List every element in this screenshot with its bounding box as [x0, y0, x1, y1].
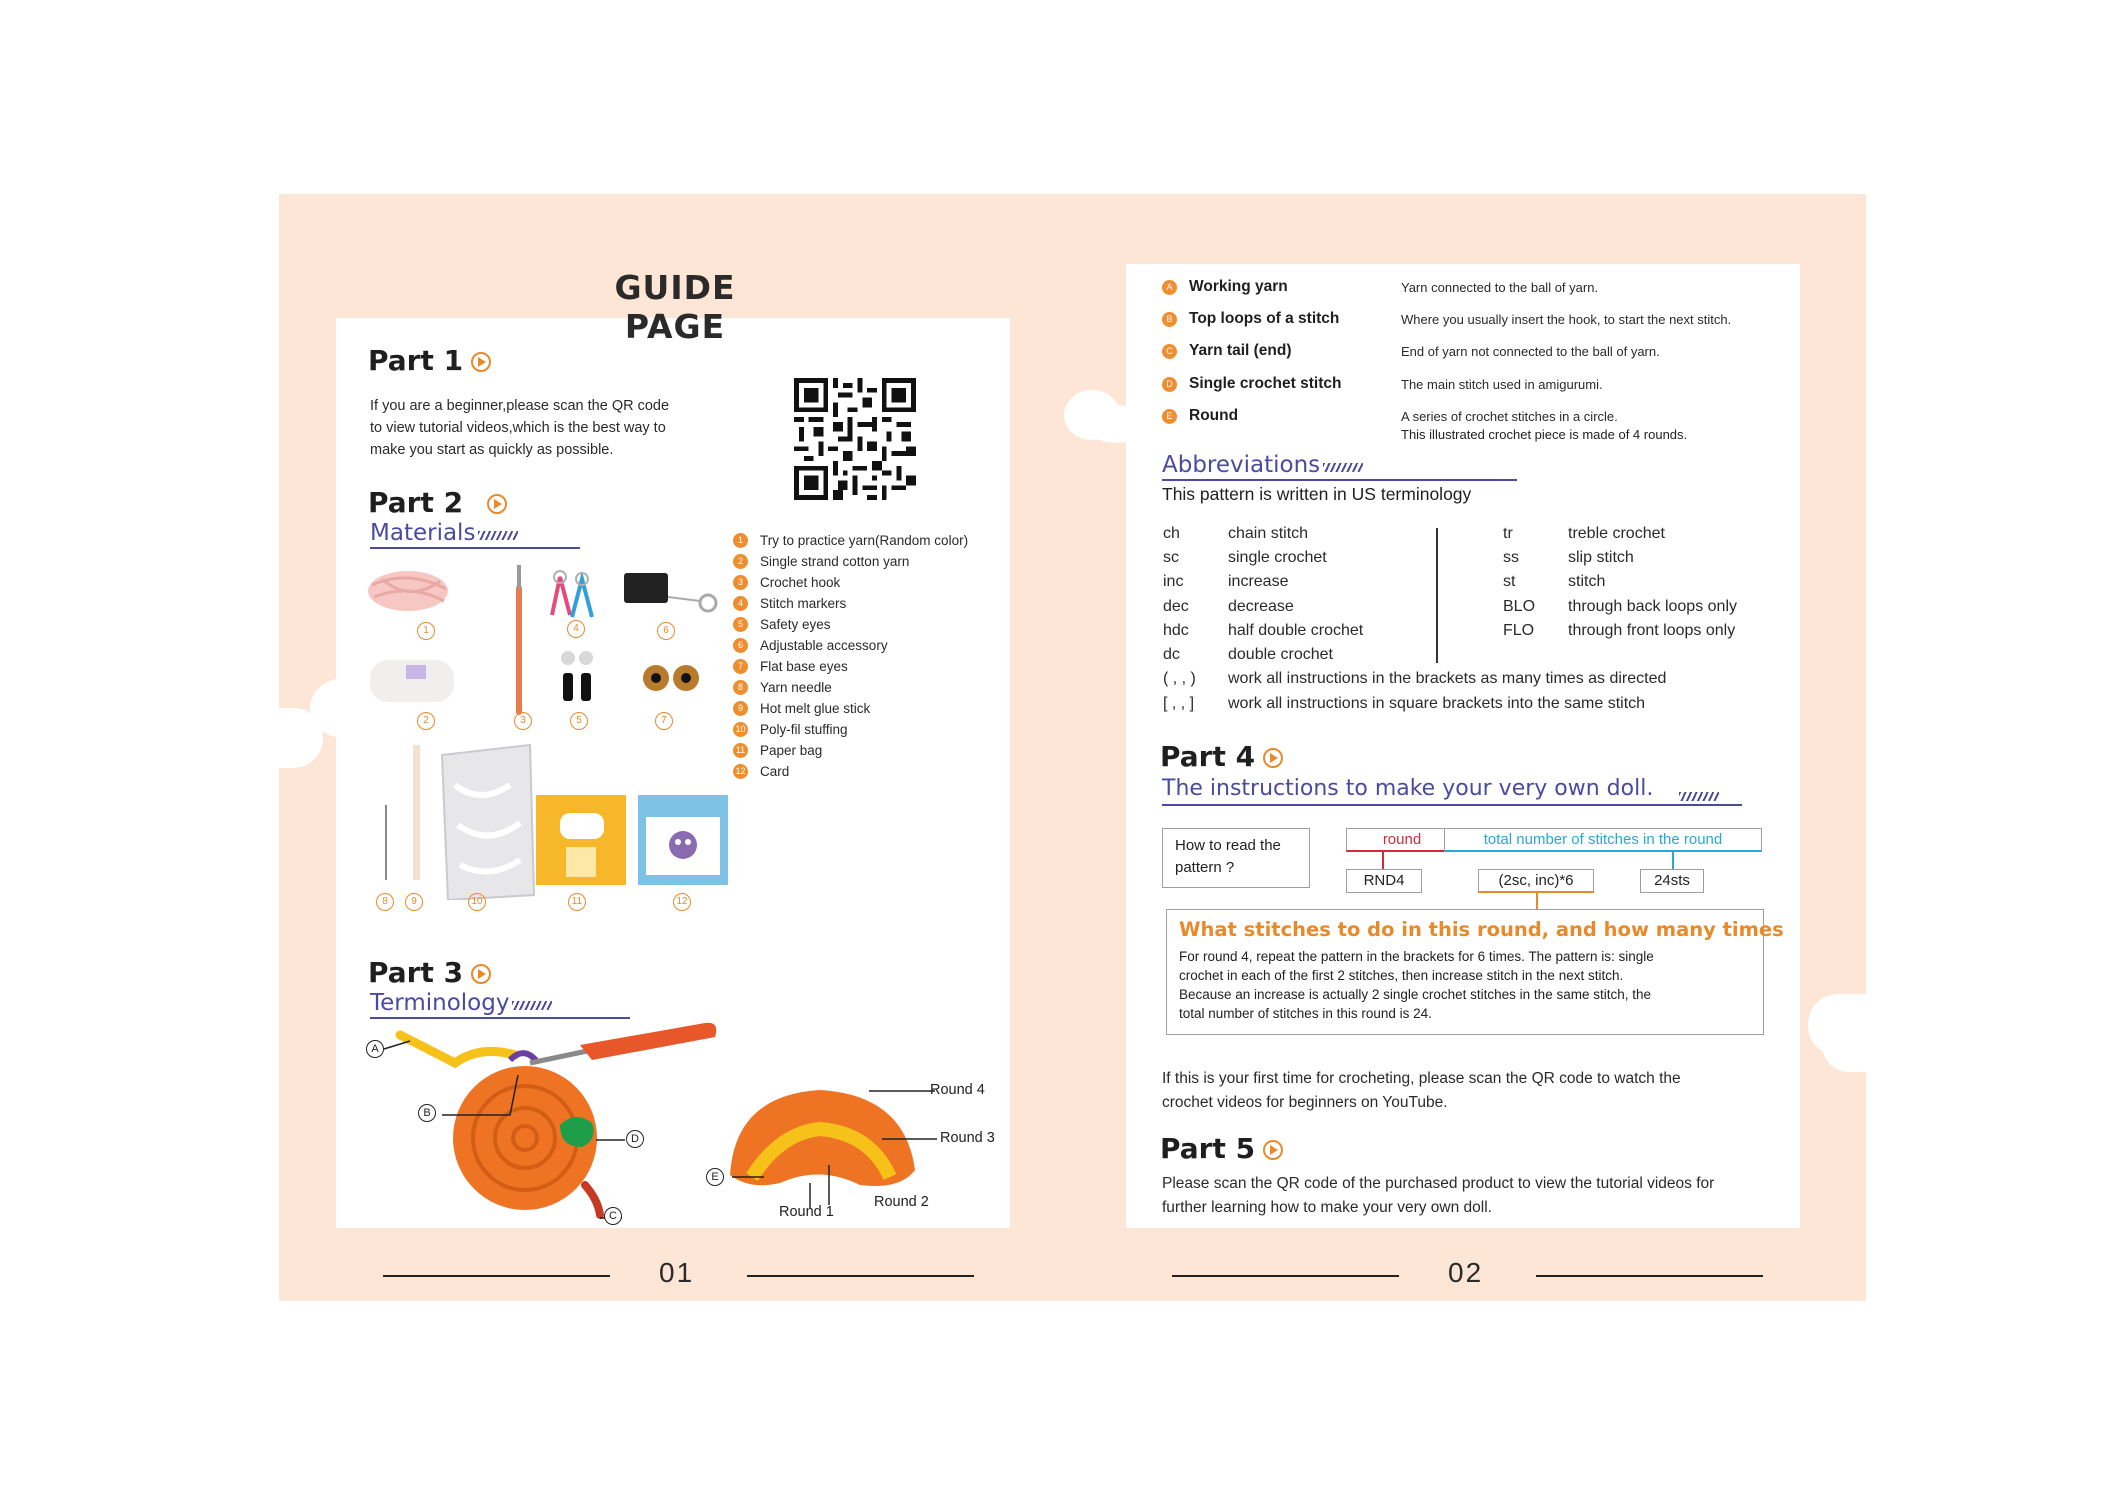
- materials-list: [733, 530, 968, 782]
- part2-heading: Part 2: [368, 486, 507, 519]
- list-item: 8 Yarn needle: [733, 677, 968, 698]
- part4-heading: Part 4: [1160, 740, 1283, 773]
- instructions-underline: [1162, 804, 1742, 806]
- page-number: 02: [1448, 1257, 1484, 1288]
- how-to-read-box: How to read the pattern ?: [1162, 828, 1310, 888]
- term-row: E Round A series of crochet stitches in a circle.: [1162, 405, 1618, 427]
- abbr-code: ( , , ): [1163, 670, 1196, 687]
- photo-number: 1: [417, 622, 435, 640]
- abbr-code: ss: [1503, 549, 1519, 566]
- photo-number: 4: [567, 620, 585, 638]
- play-circle-icon[interactable]: [1263, 748, 1283, 768]
- photo-number: 7: [655, 712, 673, 730]
- abbr-code: hdc: [1163, 622, 1189, 639]
- abbr-meaning: increase: [1228, 573, 1289, 590]
- connector-line: [1536, 893, 1538, 909]
- list-item: 10 Poly-fil stuffing: [733, 719, 968, 740]
- label-e: E: [706, 1168, 724, 1186]
- list-item: 9 Hot melt glue stick: [733, 698, 968, 719]
- play-circle-icon[interactable]: [471, 352, 491, 372]
- adjustable-accessory-image: [624, 573, 668, 603]
- term-row: B Top loops of a stitch Where you usually insert the hook, to start the next stitch.: [1162, 308, 1731, 330]
- materials-underline: [370, 547, 580, 549]
- pattern-example-box: (2sc, inc)*6: [1478, 869, 1594, 893]
- list-item: 2 Single strand cotton yarn: [733, 551, 968, 572]
- play-circle-icon[interactable]: [471, 964, 491, 984]
- list-item: 7 Flat base eyes: [733, 656, 968, 677]
- round-label: Round 1: [779, 1204, 834, 1220]
- connector-line: [1672, 852, 1674, 869]
- photo-number: 3: [514, 712, 532, 730]
- abbr-meaning: double crochet: [1228, 646, 1333, 663]
- list-item: 6 Adjustable accessory: [733, 635, 968, 656]
- label-b: B: [418, 1104, 436, 1122]
- list-item: 12 Card: [733, 761, 968, 782]
- abbreviations-underline: [1162, 479, 1517, 481]
- abbr-code: sc: [1163, 549, 1179, 566]
- guide-title: GUIDE PAGE: [614, 268, 736, 346]
- abbr-code: inc: [1163, 573, 1184, 590]
- glue-stick-image: [413, 745, 420, 880]
- footer-rule: [747, 1275, 974, 1277]
- part1-text: If you are a beginner,please scan the QR code to view tutorial videos,which is the best way to make you start as quickly as possible.: [370, 398, 670, 458]
- term-row: C Yarn tail (end) End of yarn not connected to the ball of yarn.: [1162, 340, 1660, 362]
- round-label: Round 2: [874, 1194, 929, 1210]
- abbr-meaning: half double crochet: [1228, 622, 1364, 639]
- materials-photos: [360, 555, 730, 900]
- qr-code-image[interactable]: [794, 378, 916, 500]
- photo-number: 9: [405, 893, 423, 911]
- round-legend-box: round: [1346, 828, 1458, 852]
- label-d: D: [626, 1130, 644, 1148]
- footer-rule: [1536, 1275, 1763, 1277]
- round-description-extra: This illustrated crochet piece is made of 4 rounds.: [1401, 427, 1688, 442]
- page-number: 01: [659, 1257, 695, 1288]
- photo-number: 12: [673, 893, 691, 911]
- abbr-code: st: [1503, 573, 1516, 590]
- abbreviations-subtitle: This pattern is written in US terminology: [1162, 484, 1472, 504]
- list-item: 4 Stitch markers: [733, 593, 968, 614]
- explain-box: What stitches to do in this round, and how many times For round 4, repeat the pattern in the brackets for 6 times. The pattern is: single crochet in each of the first 2 stitches, then increase stitch in the next stitch. Because an increase is actually 2 single crochet stitches in the same stitch, the total number of stitches in this round is 24.: [1166, 909, 1764, 1035]
- abbr-meaning: stitch: [1568, 573, 1606, 590]
- crochet-hook-image: [516, 585, 522, 715]
- abbr-meaning: slip stitch: [1568, 549, 1634, 566]
- photo-number: 2: [417, 712, 435, 730]
- photo-number: 10: [468, 893, 486, 911]
- abbr-meaning: decrease: [1228, 598, 1294, 615]
- photo-number: 11: [568, 893, 586, 911]
- round-label: Round 4: [930, 1082, 985, 1098]
- photo-number: 8: [376, 893, 394, 911]
- term-row: D Single crochet stitch The main stitch used in amigurumi.: [1162, 373, 1603, 395]
- first-time-text: If this is your first time for crocheting, please scan the QR code to watch the crochet videos for beginners on YouTube.: [1162, 1070, 1681, 1111]
- abbr-code: BLO: [1503, 598, 1536, 615]
- abbr-meaning: treble crochet: [1568, 525, 1665, 542]
- abbr-code: FLO: [1503, 622, 1535, 639]
- abbr-code: tr: [1503, 525, 1513, 542]
- play-circle-icon[interactable]: [487, 494, 507, 514]
- materials-subheading: Materials: [370, 520, 518, 546]
- total-example-box: 24sts: [1640, 869, 1704, 893]
- abbr-meaning: single crochet: [1228, 549, 1327, 566]
- hatch-decoration: [1679, 792, 1719, 801]
- part1-heading: Part 1: [368, 344, 491, 377]
- total-legend-box: total number of stitches in the round: [1444, 828, 1762, 852]
- hatch-decoration: [512, 1001, 552, 1010]
- footer-rule: [383, 1275, 610, 1277]
- list-item: 5 Safety eyes: [733, 614, 968, 635]
- terminology-subheading: Terminology: [370, 990, 552, 1016]
- abbr-code: ch: [1163, 525, 1180, 542]
- safety-eyes-image: [561, 651, 575, 665]
- connector-line: [1382, 852, 1384, 869]
- footer-rule: [1172, 1275, 1399, 1277]
- photo-number: 5: [570, 712, 588, 730]
- abbr-code: [ , , ]: [1163, 695, 1195, 712]
- round-label: Round 3: [940, 1130, 995, 1146]
- list-item: 11 Paper bag: [733, 740, 968, 761]
- stuffing-bag-image: [442, 745, 534, 900]
- abbr-meaning: work all instructions in the brackets as many times as directed: [1228, 670, 1667, 687]
- label-a: A: [366, 1040, 384, 1058]
- round-example-box: RND4: [1346, 869, 1422, 893]
- abbreviations-divider: [1436, 528, 1438, 663]
- abbr-meaning: through front loops only: [1568, 622, 1736, 639]
- abbr-code: dec: [1163, 598, 1189, 615]
- abbr-code: dc: [1163, 646, 1180, 663]
- abbr-meaning: chain stitch: [1228, 525, 1309, 542]
- play-circle-icon[interactable]: [1263, 1140, 1283, 1160]
- part5-text: Please scan the QR code of the purchased product to view the tutorial videos for further learning how to make your very own doll.: [1162, 1175, 1715, 1216]
- photo-number: 6: [657, 622, 675, 640]
- abbr-meaning: through back loops only: [1568, 598, 1737, 615]
- list-item: 1 Try to practice yarn(Random color): [733, 530, 968, 551]
- abbreviations-heading: Abbreviations: [1162, 452, 1363, 478]
- list-item: 3 Crochet hook: [733, 572, 968, 593]
- part5-heading: Part 5: [1160, 1132, 1283, 1165]
- hatch-decoration: [478, 531, 518, 540]
- abbr-meaning: work all instructions in square brackets into the same stitch: [1228, 695, 1646, 712]
- instructions-subheading: The instructions to make your very own doll.: [1162, 776, 1654, 801]
- label-c: C: [604, 1207, 622, 1225]
- part3-heading: Part 3: [368, 956, 491, 989]
- hatch-decoration: [1323, 463, 1363, 472]
- term-row: A Working yarn Yarn connected to the ball of yarn.: [1162, 276, 1598, 298]
